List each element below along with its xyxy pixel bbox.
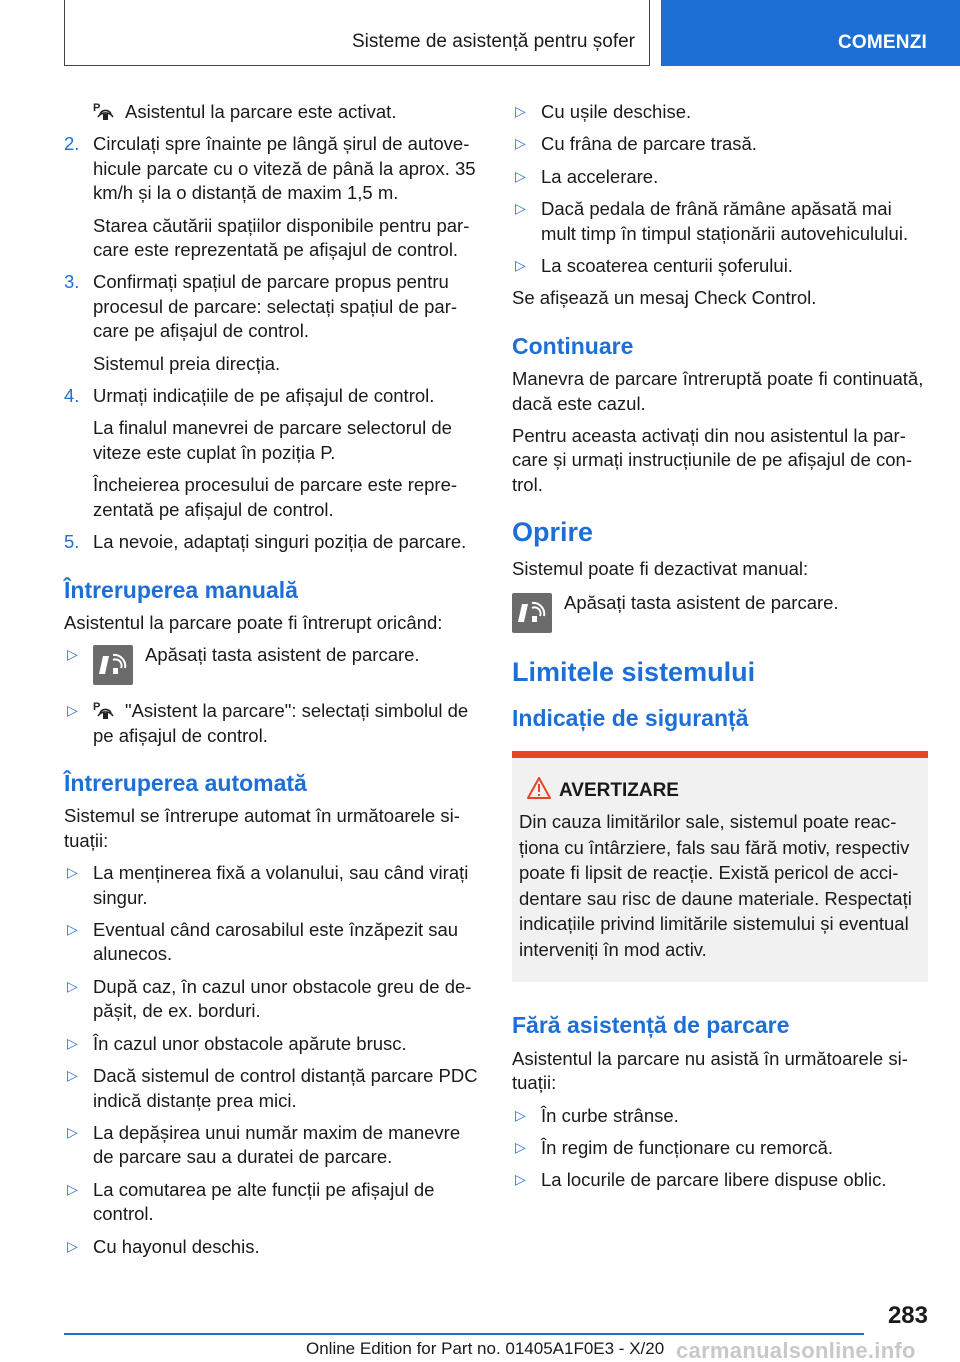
bullet-triangle-icon: ▷ (515, 1139, 526, 1155)
automatic-heading: Întreruperea automată (64, 770, 307, 797)
list-item-text: Dacă sistemul de control distanță parcare PDC indică distanțe prea mici. (93, 1065, 478, 1111)
list-item-text: Eventual când carosabilul este înzăpezit sau alunecos. (93, 919, 459, 965)
step-text: Urmați indicațiile de pe afișajul de control. (93, 385, 435, 407)
park-assist-button-icon (93, 645, 133, 685)
bullet-triangle-icon: ▷ (515, 103, 526, 119)
step-note: Sistemul preia direcția. (93, 352, 281, 374)
automatic-bullets (64, 861, 482, 1259)
list-item (64, 1235, 482, 1259)
park-assist-button-icon (512, 593, 552, 633)
svg-text:P: P (93, 701, 101, 714)
step-note: La finalul manevrei de parcare selectorul de viteze este cuplat în poziția P. (93, 417, 452, 463)
list-item-text: Dacă pedala de frână rămâne apăsată mai mult timp în timpul staționării autovehiculului. (541, 198, 909, 244)
continuare-para-2: Pentru aceasta activați din nou asistentul la parcare și urmați instrucțiunile de pe afișajul de control. (512, 425, 913, 495)
automatic-intro: Sistemul se întrerupe automat în următoarele situații: (64, 805, 460, 851)
list-item-text: Cu frâna de parcare trasă. (541, 133, 757, 155)
continuare-para-1: Manevra de parcare întreruptă poate fi continuată, dacă este cazul. (512, 368, 924, 414)
step-note: Încheierea procesului de parcare este reprezentată pe afișajul de control. (93, 474, 458, 520)
list-item-text: În curbe strânse. (541, 1104, 679, 1126)
no-assist-bullets (512, 1104, 928, 1193)
list-item (512, 1136, 928, 1160)
oprire-heading: Oprire (512, 517, 594, 548)
intro-text: Asistentul la parcare este activat. (125, 101, 397, 122)
footer-divider (64, 1333, 864, 1335)
no-assist-intro: Asistentul la parcare nu asistă în următoarele situații: (512, 1047, 908, 1094)
limits-heading: Limitele sistemului (512, 657, 756, 688)
bullet-triangle-icon: ▷ (67, 1034, 78, 1051)
list-item-text: După caz, în cazul unor obstacole greu de depășit, de ex. borduri. (93, 975, 472, 1022)
bullet-triangle-icon: ▷ (515, 167, 526, 184)
list-item (512, 1168, 928, 1192)
step-item (64, 132, 482, 205)
list-item (512, 165, 928, 189)
list-item-text: Cu hayonul deschis. (93, 1235, 260, 1257)
step-item (64, 530, 482, 554)
manual-bullet-button (64, 643, 482, 685)
page-header (64, 0, 960, 66)
safety-subheading: Indicație de siguranță (512, 704, 749, 731)
list-item-text: La comutarea pe alte funcții pe afișajul de control. (93, 1178, 435, 1225)
step-number: 4. (64, 385, 80, 407)
list-item (512, 100, 928, 124)
right-bullets (512, 100, 928, 278)
manual-bullet-icon (64, 699, 482, 748)
list-item (64, 975, 482, 1024)
park-assist-icon (93, 100, 117, 122)
oprire-intro: Sistemul poate fi dezactivat manual: (512, 557, 809, 579)
page-number: 283 (887, 1302, 928, 1329)
list-item (64, 1121, 482, 1170)
list-item-text: În cazul unor obstacole apărute brusc. (93, 1032, 407, 1054)
bullet-triangle-icon: ▷ (515, 135, 526, 152)
step-text: Confirmați spațiul de parcare propus pentru procesul de parcare: selectați spațiul de parcare pe afișajul de control. (93, 271, 458, 342)
list-item (64, 1064, 482, 1113)
steps-list (64, 132, 482, 554)
manual-intro: Asistentul la parcare poate fi întrerupt oricând: (64, 611, 443, 633)
list-item (512, 197, 928, 246)
list-item (512, 1104, 928, 1128)
step-text: La nevoie, adaptați singuri poziția de parcare. (93, 531, 467, 553)
step-item (64, 384, 482, 408)
warning-text: Din cauza limitărilor sale, sistemul poate reacționa cu întârziere, fals sau fără motiv, respectiv poate fi lipsit de reacție. Există pericol de accidentare sau risc de daune materiale. Respectați indicațiile privind limitările sistemului și eventual interveniți în mod activ. (519, 811, 912, 960)
oprire-button-text: Apăsați tasta asistent de parcare. (564, 592, 839, 614)
edition-text: Online Edition for Part no. 01405A1F0E3 - X/20 (306, 1339, 665, 1358)
chapter-title: Sisteme de asistență pentru șofer (351, 30, 635, 52)
step-item (64, 270, 482, 343)
warning-box (512, 751, 928, 982)
bullet-triangle-icon: ▷ (67, 1123, 78, 1140)
section-tab (661, 0, 960, 66)
continuare-heading: Continuare (512, 332, 634, 359)
bullet-triangle-icon: ▷ (67, 646, 78, 663)
step-text: Circulați spre înainte pe lângă șirul de autovehicule parcate cu o viteză de până la aprox. 35 km/h și la o distanță de maxim 1,5 m. (93, 133, 476, 204)
intro-line (64, 100, 482, 124)
svg-text:P: P (93, 102, 101, 114)
step-number: 2. (64, 133, 80, 155)
right-column (512, 100, 928, 1201)
warning-triangle-icon (527, 777, 551, 799)
left-column (64, 100, 482, 1267)
list-item (64, 918, 482, 967)
bullet-triangle-icon: ▷ (515, 1106, 526, 1123)
list-item (64, 1032, 482, 1056)
watermark: carmanualsonline.info (676, 1338, 916, 1362)
manual-bullet-icon-text: "Asistent la parcare": selectați simbolul de pe afișajul de control. (93, 700, 469, 746)
no-assist-heading: Fără asistență de parcare (512, 1012, 790, 1039)
list-item (64, 861, 482, 910)
list-item (512, 132, 928, 156)
list-item-text: La scoaterea centurii șoferului. (541, 255, 793, 277)
step-number: 3. (64, 271, 80, 293)
step-note: Starea căutării spațiilor disponibile pentru parcare este reprezentată pe afișajul de control. (93, 214, 470, 261)
manual-bullet-button-text: Apăsați tasta asistent de parcare. (145, 644, 420, 666)
list-item-text: La accelerare. (541, 165, 659, 187)
bullet-triangle-icon: ▷ (515, 1171, 526, 1188)
bullet-triangle-icon: ▷ (67, 977, 78, 994)
list-item (512, 254, 928, 278)
section-title: COMENZI (837, 31, 927, 53)
list-item-text: La locurile de parcare libere dispuse oblic. (541, 1169, 887, 1191)
bullet-triangle-icon: ▷ (67, 1237, 78, 1254)
bullet-triangle-icon: ▷ (67, 864, 78, 881)
list-item-text: La menținerea fixă a volanului, sau când virați singur. (93, 862, 469, 908)
bullet-triangle-icon: ▷ (67, 921, 78, 938)
bullet-triangle-icon: ▷ (67, 1067, 78, 1084)
oprire-button-line (512, 591, 928, 633)
park-assist-icon (93, 699, 117, 721)
warning-title: AVERTIZARE (519, 778, 920, 803)
list-item-text: Cu ușile deschise. (541, 101, 692, 122)
bullet-triangle-icon: ▷ (515, 200, 526, 217)
step-number: 5. (64, 531, 80, 553)
manual-heading: Întreruperea manuală (64, 576, 298, 603)
bullet-triangle-icon: ▷ (67, 702, 78, 719)
chapter-tab (64, 0, 650, 66)
bullet-triangle-icon: ▷ (67, 1180, 78, 1197)
list-item-text: La depășirea unui număr maxim de manevre de parcare sau a duratei de parcare. (93, 1121, 461, 1168)
bullet-triangle-icon: ▷ (515, 257, 526, 274)
list-item (64, 1178, 482, 1227)
check-control-text: Se afișează un mesaj Check Control. (512, 287, 817, 309)
list-item-text: În regim de funcționare cu remorcă. (541, 1137, 834, 1158)
